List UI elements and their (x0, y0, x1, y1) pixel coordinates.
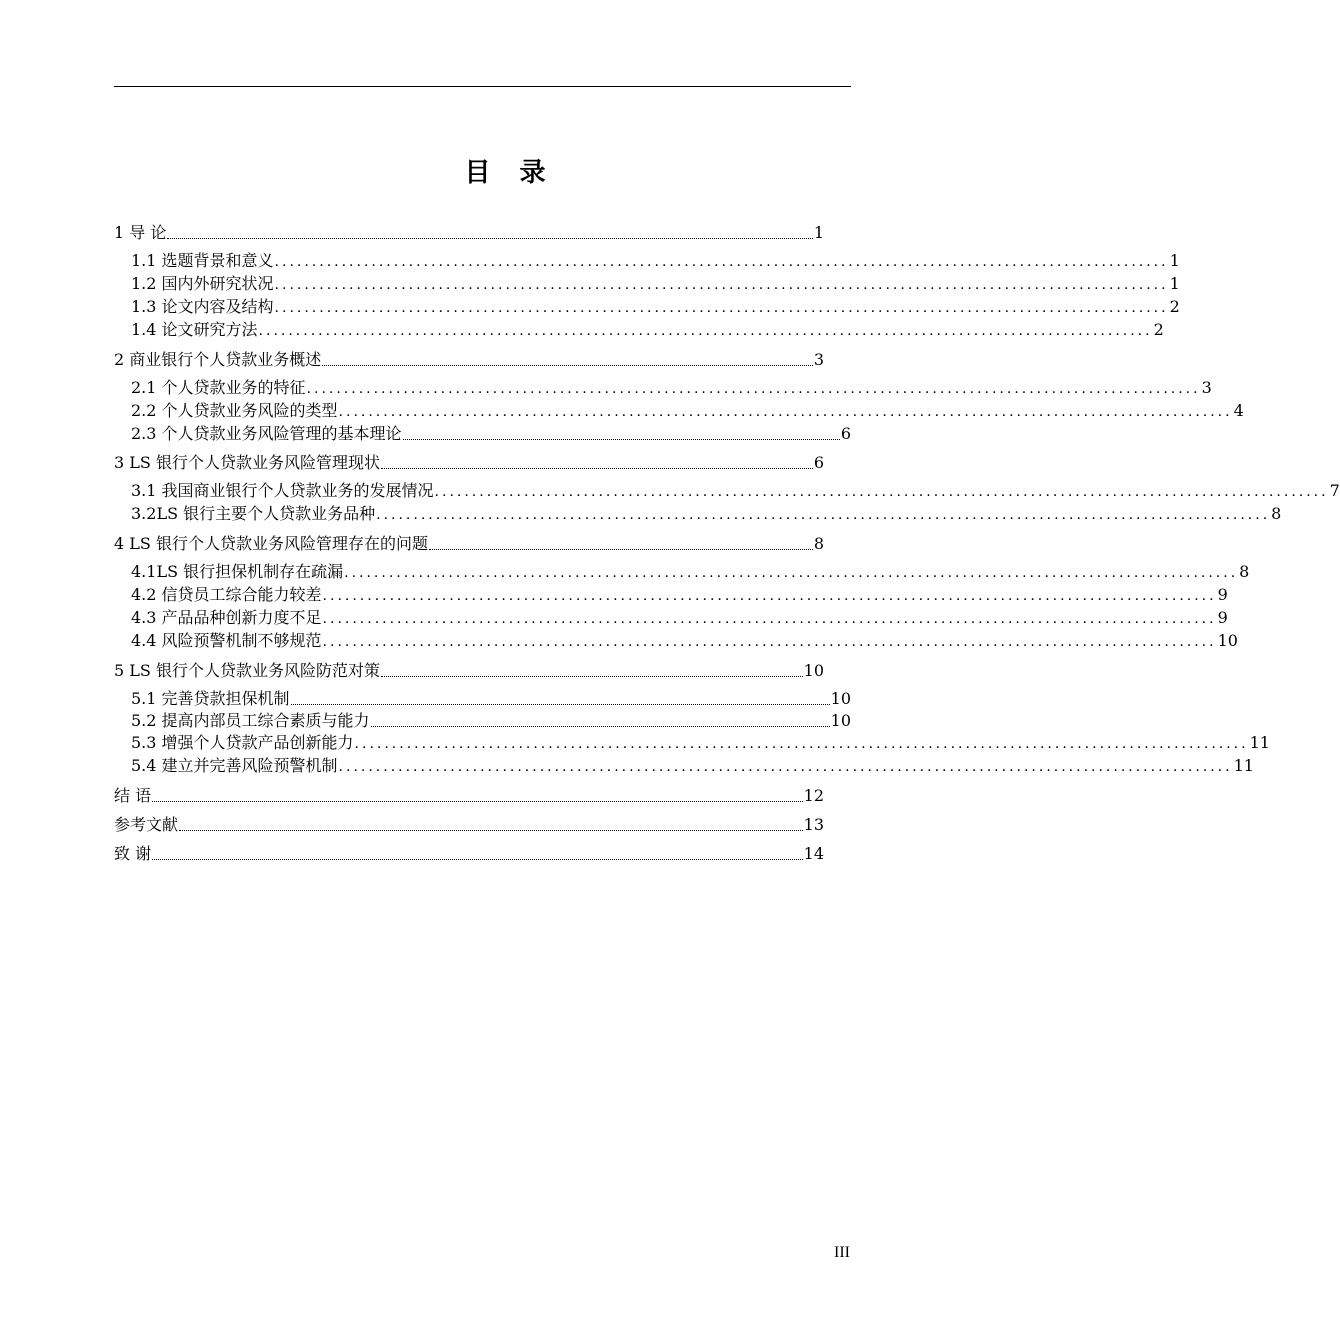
dot-leader: ........................................................................................................................ (338, 404, 1233, 420)
dot-leader: ........................................................................................................................ (354, 736, 1249, 752)
toc-entry-label: 5.2 提高内部员工综合素质与能力 (131, 711, 370, 730)
toc-entry[interactable] (114, 688, 851, 710)
dot-leader (371, 725, 830, 727)
toc-entry[interactable] (114, 222, 824, 244)
toc-entry-label: 参考文献 (114, 815, 179, 834)
page-number: III (834, 1244, 850, 1261)
toc-entry-page: 11 (1249, 733, 1270, 752)
toc-entry[interactable] (114, 630, 1238, 653)
toc-entry-page: 3 (813, 350, 824, 369)
toc-entry-page: 8 (813, 534, 824, 553)
toc-entry[interactable] (114, 423, 851, 445)
toc-entry[interactable] (114, 533, 824, 555)
toc-entry-label: 4.4 风险预警机制不够规范 (131, 631, 322, 650)
dot-leader: ........................................................................................................................ (274, 254, 1169, 270)
dot-leader: ........................................................................................................................ (344, 565, 1239, 581)
toc-entry-label: 5.1 完善贷款担保机制 (131, 689, 290, 708)
dot-leader (429, 548, 813, 550)
toc-entry-label: 1.4 论文研究方法 (131, 320, 258, 339)
toc-entry-page: 8 (1271, 504, 1282, 523)
dot-leader: ........................................................................................................................ (376, 507, 1271, 523)
toc-entry-page: 6 (840, 424, 851, 443)
dot-leader: ........................................................................................................................ (274, 300, 1169, 316)
toc-entry-page: 12 (803, 786, 824, 805)
toc-entry-label: 3.2LS 银行主要个人贷款业务品种 (131, 504, 376, 523)
dot-leader (152, 858, 803, 860)
toc-entry-label: 4.1LS 银行担保机制存在疏漏 (131, 562, 344, 581)
toc-entry-page: 13 (803, 815, 824, 834)
toc-entry[interactable] (114, 319, 1164, 342)
toc-entry-page: 2 (1169, 297, 1180, 316)
toc-entry-page: 10 (830, 689, 851, 708)
page-title: 目 录 (464, 158, 556, 188)
toc-entry-label: 5.4 建立并完善风险预警机制 (131, 756, 338, 775)
dot-leader (322, 364, 813, 366)
toc-entry-page: 10 (1217, 631, 1238, 650)
toc-entry[interactable] (114, 755, 1254, 778)
dot-leader (179, 829, 803, 831)
toc-entry[interactable] (114, 561, 1250, 584)
toc-entry-label: 2.2 个人贷款业务风险的类型 (131, 401, 338, 420)
toc-entry[interactable] (114, 377, 1212, 400)
toc-entry-page: 4 (1233, 401, 1244, 420)
toc-entry-page: 10 (803, 661, 824, 680)
toc-entry[interactable] (114, 349, 824, 371)
toc-entry[interactable] (114, 480, 1340, 503)
toc-entry-page: 1 (1169, 274, 1180, 293)
toc-entry-label: 致 谢 (114, 844, 152, 863)
toc-entry-label: 1 导 论 (114, 223, 167, 242)
toc-entry-label: 2.1 个人贷款业务的特征 (131, 378, 306, 397)
toc-entry[interactable] (114, 503, 1282, 526)
toc-entry-page: 10 (830, 711, 851, 730)
toc-entry-page: 2 (1153, 320, 1164, 339)
toc-entry-label: 4.2 信贷员工综合能力较差 (131, 585, 322, 604)
toc-entry[interactable] (114, 273, 1180, 296)
dot-leader: ........................................................................................................................ (258, 323, 1153, 339)
dot-leader: ........................................................................................................................ (274, 277, 1169, 293)
toc-entry-label: 4 LS 银行个人贷款业务风险管理存在的问题 (114, 534, 428, 553)
toc-entry-page: 8 (1239, 562, 1250, 581)
toc-entry-page: 6 (813, 453, 824, 472)
toc-entry[interactable] (114, 732, 1270, 755)
toc-entry[interactable] (114, 400, 1244, 423)
toc-entry[interactable] (114, 607, 1228, 630)
toc-entry-page: 3 (1201, 378, 1212, 397)
toc-entry-label: 1.2 国内外研究状况 (131, 274, 274, 293)
toc-entry[interactable] (114, 843, 824, 865)
toc-entry[interactable] (114, 814, 824, 836)
toc-entry-page: 14 (803, 844, 824, 863)
toc-entry-page: 7 (1329, 481, 1340, 500)
toc-entry-label: 3.1 我国商业银行个人贷款业务的发展情况 (131, 481, 434, 500)
toc-entry[interactable] (114, 296, 1180, 319)
toc-entry-label: 结 语 (114, 786, 152, 805)
toc-entry[interactable] (114, 785, 824, 807)
dot-leader: ........................................................................................................................ (306, 381, 1201, 397)
toc-entry-page: 1 (1169, 251, 1180, 270)
toc-entry-label: 1.3 论文内容及结构 (131, 297, 274, 316)
dot-leader: ........................................................................................................................ (322, 588, 1217, 604)
dot-leader: ........................................................................................................................ (434, 484, 1329, 500)
toc-entry-label: 5 LS 银行个人贷款业务风险防范对策 (114, 661, 380, 680)
dot-leader (291, 703, 830, 705)
dot-leader (381, 675, 803, 677)
header-rule (114, 86, 851, 87)
table-of-contents (114, 215, 1340, 871)
dot-leader (381, 467, 813, 469)
toc-entry-page: 11 (1233, 756, 1254, 775)
toc-entry-label: 2 商业银行个人贷款业务概述 (114, 350, 322, 369)
dot-leader (152, 800, 803, 802)
toc-entry-page: 9 (1217, 585, 1228, 604)
toc-entry[interactable] (114, 452, 824, 474)
dot-leader (167, 237, 812, 239)
toc-entry[interactable] (114, 710, 851, 732)
dot-leader: ........................................................................................................................ (322, 634, 1217, 650)
toc-entry-page: 1 (813, 223, 824, 242)
toc-entry[interactable] (114, 250, 1180, 273)
toc-entry-label: 3 LS 银行个人贷款业务风险管理现状 (114, 453, 380, 472)
toc-entry-label: 4.3 产品品种创新力度不足 (131, 608, 322, 627)
toc-entry-label: 2.3 个人贷款业务风险管理的基本理论 (131, 424, 402, 443)
toc-entry-label: 1.1 选题背景和意义 (131, 251, 274, 270)
dot-leader: ........................................................................................................................ (338, 759, 1233, 775)
dot-leader: ........................................................................................................................ (322, 611, 1217, 627)
toc-entry[interactable] (114, 584, 1228, 607)
toc-entry-label: 5.3 增强个人贷款产品创新能力 (131, 733, 354, 752)
dot-leader (403, 438, 840, 440)
toc-entry-page: 9 (1217, 608, 1228, 627)
toc-entry[interactable] (114, 660, 824, 682)
